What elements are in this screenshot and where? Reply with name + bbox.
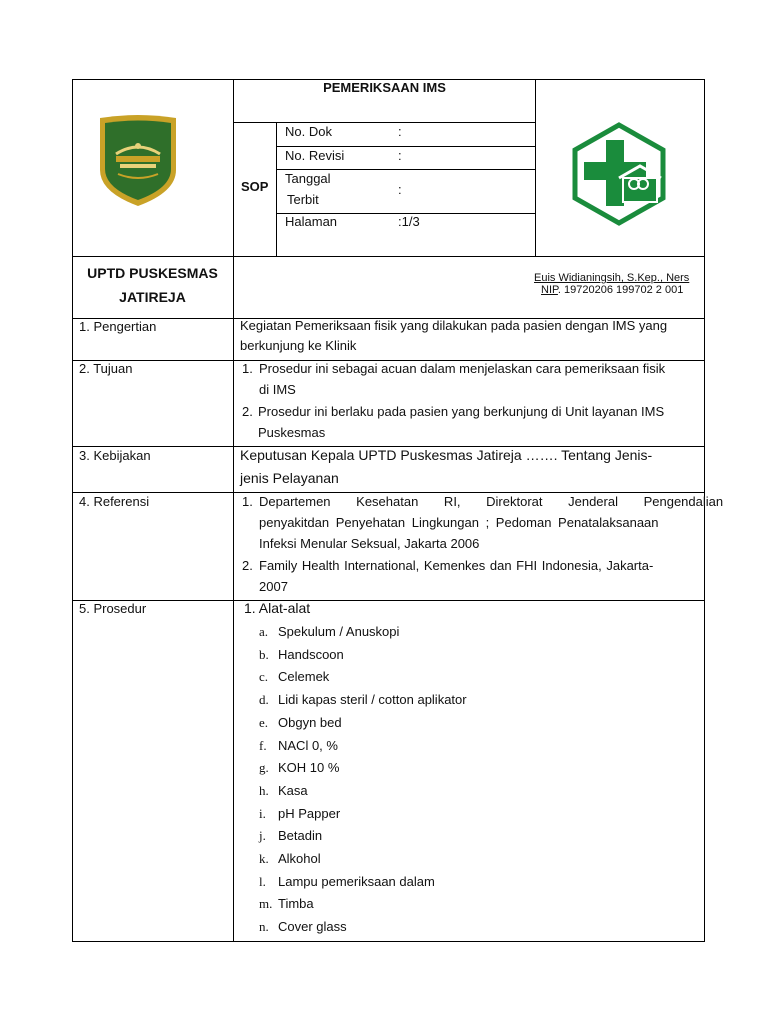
tool-item-letter: f. (259, 738, 267, 753)
referensi-item-2-line-2: 2007 (259, 579, 288, 594)
tool-item-text: Obgyn bed (278, 715, 342, 730)
tujuan-item-2-line-1: Prosedur ini berlaku pada pasien yang berkunjung di Unit layanan IMS (258, 404, 665, 419)
tool-item-text: Lidi kapas steril / cotton aplikator (278, 692, 467, 707)
tool-item-letter: g. (259, 760, 269, 775)
kebijakan-label: 3. Kebijakan (79, 448, 151, 463)
tool-item-letter: c. (259, 669, 269, 684)
tool-item-letter: d. (259, 692, 269, 707)
tool-item-letter: a. (259, 624, 269, 639)
revision-label: No. Revisi (285, 148, 345, 163)
tool-item-text: NACl 0, % (278, 738, 338, 753)
referensi-item-2-line-1: Family Health International, Kemenkes dan FHI Indonesia, Jakarta- (259, 558, 654, 573)
tool-item-text: Betadin (278, 828, 323, 843)
tool-item-letter: k. (259, 851, 269, 866)
regency-crest-icon (96, 112, 180, 208)
issue-date-label: Tanggal (285, 171, 331, 186)
signatory-nip (541, 284, 683, 297)
prosedur-heading: 1. Alat-alat (244, 600, 311, 616)
tool-item-text: Kasa (278, 783, 308, 798)
org-name-line2: JATIREJA (119, 289, 186, 305)
tool-item-text: Handscoon (278, 647, 344, 662)
title-row-divider (233, 122, 536, 123)
puskesmas-logo-icon (567, 122, 671, 226)
table-border-left (72, 79, 73, 942)
tool-item-letter: e. (259, 715, 269, 730)
tool-item-letter: l. (259, 874, 266, 889)
sop-col-divider (276, 122, 277, 256)
tool-item-text: Spekulum / Anuskopi (278, 624, 400, 639)
tool-item-letter: m. (259, 896, 273, 911)
tool-item-text: Celemek (278, 669, 330, 684)
page-label: Halaman (285, 214, 338, 229)
tool-item-text: KOH 10 % (278, 760, 340, 775)
pengertian-label: 1. Pengertian (79, 319, 157, 334)
nip-number: . 19720206 199702 2 001 (557, 284, 684, 296)
tool-item-text: Alkohol (278, 851, 321, 866)
tool-item-text: Cover glass (278, 919, 347, 934)
page-title: PEMERIKSAAN IMS (323, 80, 446, 95)
referensi-item-1-num: 1. (242, 494, 253, 509)
issue-date-value: : (398, 182, 402, 197)
page-value: :1/3 (398, 214, 420, 229)
tool-item-text: pH Papper (278, 806, 341, 821)
tujuan-item-1-line-1: Prosedur ini sebagai acuan dalam menjelaskan cara pemeriksaan fisik (259, 361, 666, 376)
tool-item-letter: n. (259, 919, 269, 934)
tujuan-item-2-num: 2. (242, 404, 253, 419)
referensi-item-1-line-1: Departemen Kesehatan RI, Direktorat Jenderal Pengendalian (259, 494, 724, 509)
referensi-item-2-num: 2. (242, 558, 253, 573)
prosedur-label: 5. Prosedur (79, 601, 147, 616)
tool-item-text: Timba (278, 896, 314, 911)
tujuan-label: 2. Tujuan (79, 361, 133, 376)
sop-label: SOP (241, 179, 269, 194)
header-col-divider-right (535, 79, 536, 256)
signatory-name: Euis Widianingsih, S.Kep., Ners (534, 272, 690, 284)
doc-no-label: No. Dok (285, 124, 332, 139)
row-divider-prosedur (72, 600, 705, 601)
referensi-item-1-line-3: Infeksi Menular Seksual, Jakarta 2006 (259, 536, 480, 551)
tujuan-item-1-num: 1. (242, 361, 253, 376)
referensi-item-1-line-2: penyakitdan Penyehatan Lingkungan ; Pedoman Penatalaksanaan (259, 515, 659, 530)
referensi-label: 4. Referensi (79, 494, 150, 509)
tujuan-item-2-line-2: Puskesmas (258, 425, 326, 440)
org-name-line1: UPTD PUSKESMAS (87, 265, 218, 281)
pengertian-line-2: berkunjung ke Klinik (240, 338, 357, 353)
tool-item-letter: h. (259, 783, 269, 798)
kebijakan-line-1: Keputusan Kepala UPTD Puskesmas Jatireja ……. Tentang Jenis- (240, 447, 653, 463)
tool-item-text: Lampu pemeriksaan dalam (278, 874, 435, 889)
tujuan-item-1-line-2: di IMS (259, 382, 296, 397)
table-border-bottom (72, 941, 705, 942)
table-col-divider (233, 79, 234, 942)
tool-item-letter: j. (259, 828, 266, 843)
doc-no-value: : (398, 124, 402, 139)
revision-value: : (398, 148, 402, 163)
issue-date-label-2: Terbit (287, 192, 319, 207)
pengertian-line-1: Kegiatan Pemeriksaan fisik yang dilakukan pada pasien dengan IMS yang (240, 318, 668, 333)
tool-item-letter: i. (259, 806, 266, 821)
kebijakan-line-2: jenis Pelayanan (240, 470, 339, 486)
header-row-divider (72, 256, 705, 257)
nip-label: NIP (541, 284, 558, 296)
tool-item-letter: b. (259, 647, 269, 662)
